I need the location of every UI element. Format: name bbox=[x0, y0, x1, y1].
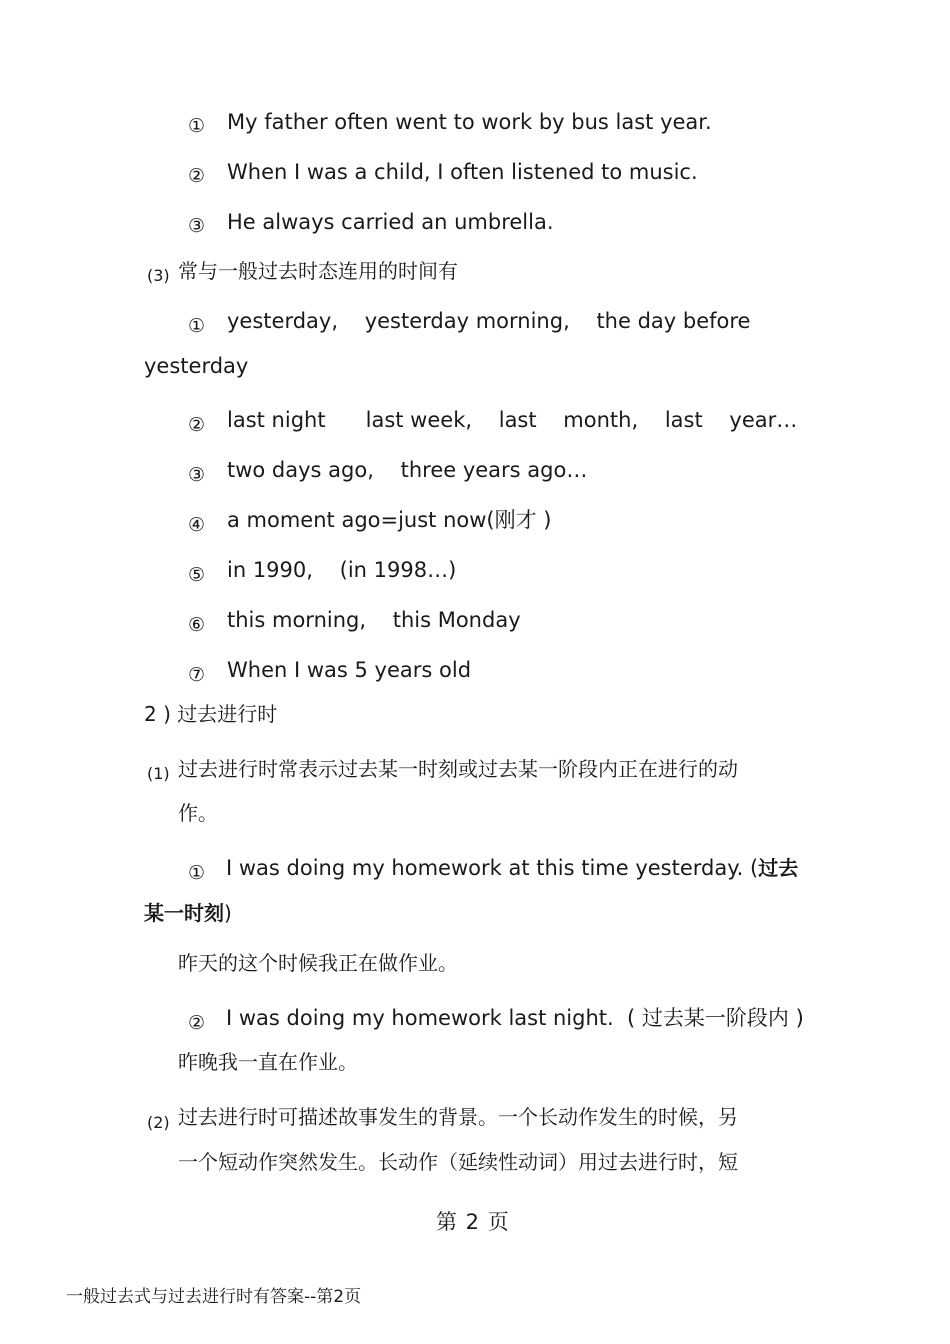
document-footer: 一般过去式与过去进行时有答案--第2页 bbox=[66, 1287, 362, 1307]
item-marker: ② bbox=[188, 414, 206, 436]
time-expression: in 1990, (in 1998…) bbox=[227, 558, 457, 582]
example-sentence: I was doing my homework last night. ( 过去某一阶段内 ) bbox=[226, 1006, 804, 1030]
item-marker: ② bbox=[188, 1012, 206, 1034]
point-text: 过去进行时常表示过去某一时刻或过去某一阶段内正在进行的动 bbox=[178, 757, 738, 781]
point-marker: (1) bbox=[147, 764, 170, 783]
example-sentence-continued: 某一时刻) bbox=[144, 901, 232, 925]
item-marker: ① bbox=[188, 862, 206, 884]
translation: 昨天的这个时候我正在做作业。 bbox=[178, 951, 458, 975]
time-expression: yesterday, yesterday morning, the day before bbox=[227, 309, 751, 333]
translation: 昨晚我一直在作业。 bbox=[178, 1050, 358, 1074]
example-sentence: I was doing my homework at this time yesterday. (过去 bbox=[226, 856, 799, 880]
point-text: 过去进行时可描述故事发生的背景。一个长动作发生的时候，另 bbox=[178, 1105, 738, 1129]
time-expression: two days ago, three years ago… bbox=[227, 458, 588, 482]
item-marker: ③ bbox=[188, 215, 206, 237]
point-marker: (2) bbox=[147, 1113, 170, 1132]
page-number: 第 2 页 bbox=[436, 1210, 510, 1234]
time-expression: a moment ago=just now(刚才 ) bbox=[227, 508, 552, 532]
section-heading: 常与一般过去时态连用的时间有 bbox=[178, 259, 458, 283]
time-expression: When I was 5 years old bbox=[227, 658, 472, 682]
item-marker: ⑥ bbox=[188, 614, 206, 636]
section-marker: (3) bbox=[147, 266, 170, 285]
item-marker: ② bbox=[188, 165, 206, 187]
time-expression-continued: yesterday bbox=[144, 354, 249, 378]
time-expression: last night last week, last month, last year… bbox=[227, 408, 798, 432]
example-sentence: My father often went to work by bus last year. bbox=[227, 110, 712, 134]
item-marker: ⑤ bbox=[188, 564, 206, 586]
emphasis: 过去 bbox=[758, 856, 799, 880]
point-text: 一个短动作突然发生。长动作（延续性动词）用过去进行时，短 bbox=[178, 1150, 738, 1174]
item-marker: ⑦ bbox=[188, 664, 206, 686]
time-expression: this morning, this Monday bbox=[227, 608, 521, 632]
point-text: 作。 bbox=[178, 801, 218, 825]
item-marker: ③ bbox=[188, 464, 206, 486]
item-marker: ① bbox=[188, 115, 206, 137]
example-sentence: He always carried an umbrella. bbox=[227, 210, 554, 234]
emphasis: 某一时刻 bbox=[144, 901, 224, 925]
item-marker: ④ bbox=[188, 514, 206, 536]
item-marker: ① bbox=[188, 315, 206, 337]
example-sentence: When I was a child, I often listened to music. bbox=[227, 160, 698, 184]
section-heading: 2 ) 过去进行时 bbox=[144, 702, 278, 726]
